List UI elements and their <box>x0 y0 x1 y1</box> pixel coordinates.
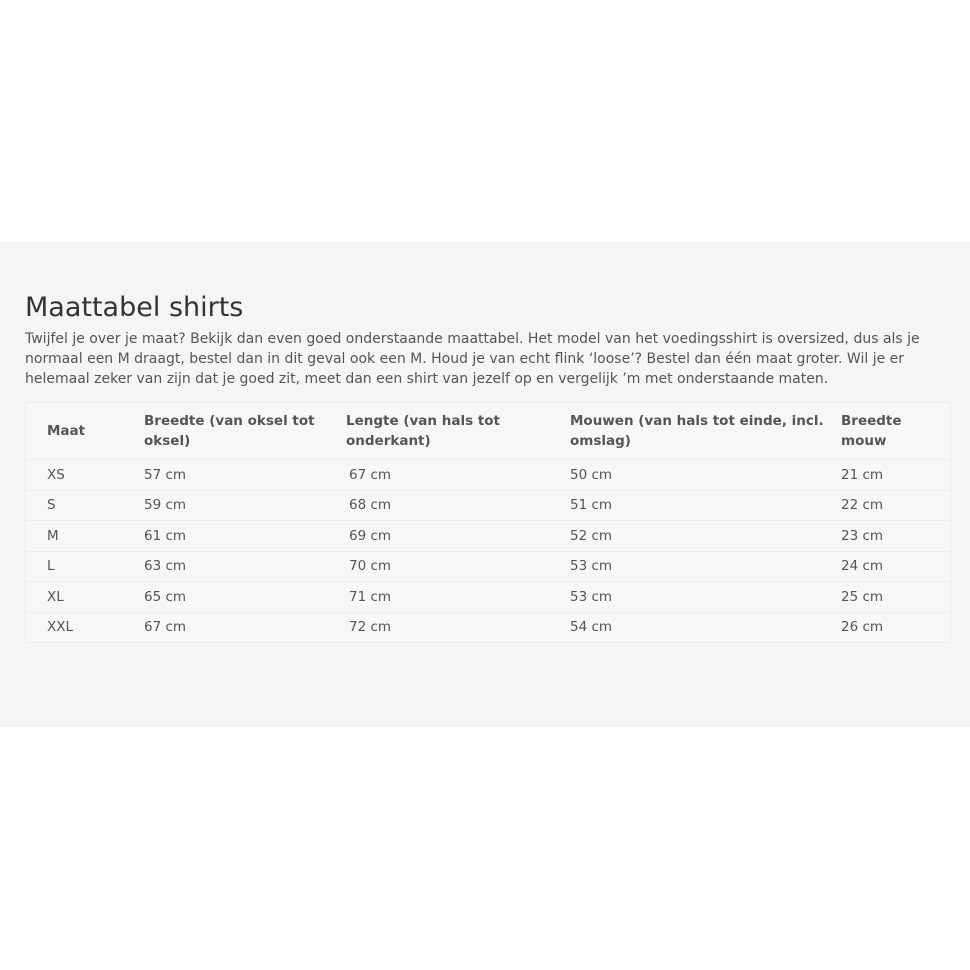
table-header-row <box>26 403 951 460</box>
table-row <box>26 490 951 521</box>
cell-maat: M <box>26 521 145 552</box>
size-table <box>25 402 951 643</box>
cell-mouwen: 52 cm <box>570 521 841 552</box>
cell-mouwen: 50 cm <box>570 460 841 491</box>
table-row <box>26 551 951 582</box>
column-header-breedte-mouw: Breedte mouw <box>841 403 951 460</box>
cell-maat: XXL <box>26 612 145 643</box>
column-header-mouwen: Mouwen (van hals tot einde, incl. omslag) <box>570 403 841 460</box>
cell-lengte: 70 cm <box>346 551 570 582</box>
table-row <box>26 582 951 613</box>
table-row <box>26 460 951 491</box>
cell-mouwen: 53 cm <box>570 582 841 613</box>
column-header-breedte: Breedte (van oksel tot oksel) <box>144 403 346 460</box>
cell-maat: S <box>26 490 145 521</box>
cell-breedte-mouw: 22 cm <box>841 490 951 521</box>
cell-breedte-mouw: 21 cm <box>841 460 951 491</box>
cell-breedte-mouw: 24 cm <box>841 551 951 582</box>
cell-lengte: 72 cm <box>346 612 570 643</box>
cell-mouwen: 53 cm <box>570 551 841 582</box>
cell-breedte-mouw: 23 cm <box>841 521 951 552</box>
cell-lengte: 67 cm <box>346 460 570 491</box>
cell-lengte: 71 cm <box>346 582 570 613</box>
cell-mouwen: 51 cm <box>570 490 841 521</box>
cell-maat: XS <box>26 460 145 491</box>
cell-maat: L <box>26 551 145 582</box>
cell-breedte: 61 cm <box>144 521 346 552</box>
cell-breedte: 63 cm <box>144 551 346 582</box>
intro-text: Twijfel je over je maat? Bekijk dan even goed onderstaande maattabel. Het model van het voedingsshirt is oversized, dus als je normaal een M draagt, bestel dan in dit geval ook een M. Houd je van echt flink ‘loose’? Bestel dan één maat groter. Wil je er helemaal zeker van zijn dat je goed zit, meet dan een shirt van jezelf op en vergelijk ’m met onderstaande maten. <box>25 331 920 387</box>
cell-breedte: 67 cm <box>144 612 346 643</box>
cell-breedte: 57 cm <box>144 460 346 491</box>
cell-mouwen: 54 cm <box>570 612 841 643</box>
cell-lengte: 69 cm <box>346 521 570 552</box>
cell-maat: XL <box>26 582 145 613</box>
column-header-lengte: Lengte (van hals tot onderkant) <box>346 403 570 460</box>
table-row <box>26 521 951 552</box>
cell-lengte: 68 cm <box>346 490 570 521</box>
page-title: Maattabel shirts <box>25 292 244 323</box>
cell-breedte: 59 cm <box>144 490 346 521</box>
cell-breedte-mouw: 25 cm <box>841 582 951 613</box>
cell-breedte-mouw: 26 cm <box>841 612 951 643</box>
table-row <box>26 612 951 643</box>
cell-breedte: 65 cm <box>144 582 346 613</box>
column-header-maat: Maat <box>26 403 145 460</box>
